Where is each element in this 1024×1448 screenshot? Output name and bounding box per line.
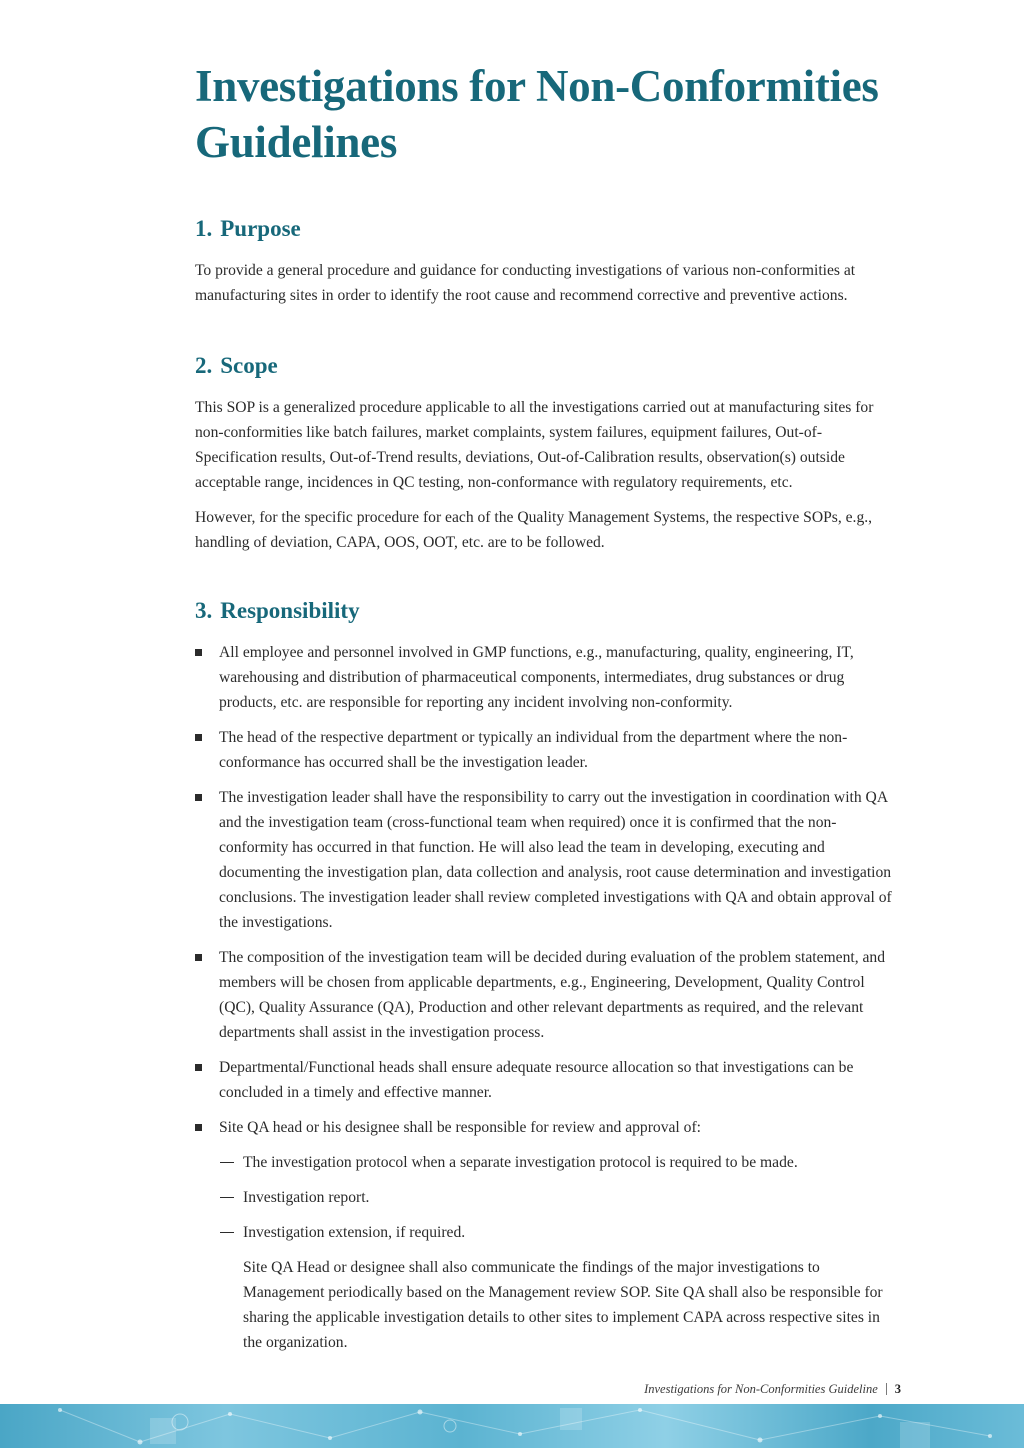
square-bullet-icon: [195, 734, 202, 741]
document-page: [195, 58, 900, 1351]
dash-bullet-icon: [220, 1162, 234, 1163]
footer-title: Investigations for Non-Conformities Guideline: [644, 1382, 878, 1396]
list-item-text: The investigation leader shall have the responsibility to carry out the investigation in coordination with QA and the investigation team (cross-functional team when required) once it is confirmed that the non-conformity has occurred in that function. He will also lead the team in developing, executing and documenting the investigation plan, data collection and analysis, root cause determination and investigation conclusions. The investigation leader shall review completed investigations with QA and obtain approval of the investigations.: [219, 789, 892, 931]
footer-divider: [886, 1383, 887, 1395]
section-heading: [195, 596, 900, 626]
sub-list-item-text: Investigation extension, if required.: [243, 1224, 466, 1241]
sub-list-item: [219, 1150, 900, 1175]
sub-list-item-text: Investigation report.: [243, 1189, 370, 1206]
list-item: [195, 640, 900, 715]
list-item-text: All employee and personnel involved in GMP functions, e.g., manufacturing, quality, engineering, IT, warehousing and distribution of pharmaceutical components, intermediates, drug substances or drug products, etc. are responsible for reporting any incident involving non-conformity.: [219, 644, 854, 711]
list-item: [195, 945, 900, 1045]
paragraph: However, for the specific procedure for each of the Quality Management Systems, the respective SOPs, e.g., handling of deviation, CAPA, OOS, OOT, etc. are to be followed.: [195, 509, 873, 551]
list-item: [195, 1055, 900, 1105]
section-heading: [195, 214, 900, 244]
sub-list-item: [219, 1185, 900, 1210]
section-scope: [195, 351, 900, 565]
dash-bullet-icon: [220, 1232, 234, 1233]
paragraph: To provide a general procedure and guidance for conducting investigations of various non-conformities at manufacturing sites in order to identify the root cause and recommend corrective and preventive actions.: [195, 262, 856, 304]
square-bullet-icon: [195, 649, 202, 656]
section-number: 3.: [195, 598, 213, 623]
list-item-text: Departmental/Functional heads shall ensure adequate resource allocation so that investigations can be concluded in a timely and effective manner.: [219, 1059, 854, 1101]
sub-list: [195, 1150, 900, 1245]
closing-paragraph: Site QA Head or designee shall also communicate the findings of the major investigations to Management periodically based on the Management review SOP. Site QA shall also be responsible for sharing the applicable investigation details to other sites to implement CAPA across respective sites in the organization.: [243, 1259, 883, 1351]
section-title: Scope: [220, 353, 278, 378]
list-item-text: The head of the respective department or typically an individual from the department where the non-conformance has occurred shall be the investigation leader.: [219, 729, 848, 771]
square-bullet-icon: [195, 794, 202, 801]
list-item: [195, 725, 900, 775]
list-item: [195, 785, 900, 935]
sub-list-item: [219, 1220, 900, 1245]
dash-bullet-icon: [220, 1197, 234, 1198]
section-purpose: [195, 214, 900, 318]
section-title: Purpose: [220, 216, 301, 241]
section-heading: [195, 351, 900, 381]
decorative-footer-band: [0, 1404, 1024, 1448]
section-responsibility: [195, 596, 900, 1355]
square-bullet-icon: [195, 1124, 202, 1131]
list-item-text: Site QA head or his designee shall be responsible for review and approval of:: [219, 1119, 701, 1136]
list-item: [195, 1115, 900, 1140]
section-title: Responsibility: [220, 598, 360, 623]
list-item-text: The composition of the investigation team will be decided during evaluation of the problem statement, and members will be chosen from applicable departments, e.g., Engineering, Development, Quality Control (QC), Quality Assurance (QA), Production and other relevant departments as required, and the relevant departments shall assist in the investigation process.: [219, 949, 886, 1041]
bullet-list: [195, 640, 900, 1140]
document-title: Investigations for Non-Conformities Guidelines: [195, 61, 879, 167]
square-bullet-icon: [195, 1064, 202, 1071]
page-footer: [644, 1381, 901, 1397]
square-bullet-icon: [195, 954, 202, 961]
paragraph: This SOP is a generalized procedure applicable to all the investigations carried out at manufacturing sites for non-conformities like batch failures, market complaints, system failures, equipment failures, Out-of-Specification results, Out-of-Trend results, deviations, Out-of-Calibration results, observation(s) outside acceptable range, incidences in QC testing, non-conformance with regulatory requirements, etc.: [195, 399, 874, 491]
section-number: 2.: [195, 353, 213, 378]
sub-list-item-text: The investigation protocol when a separate investigation protocol is required to be made.: [243, 1154, 798, 1171]
page-number: 3: [894, 1382, 901, 1396]
section-number: 1.: [195, 216, 213, 241]
network-pattern-icon: [0, 1404, 1024, 1448]
